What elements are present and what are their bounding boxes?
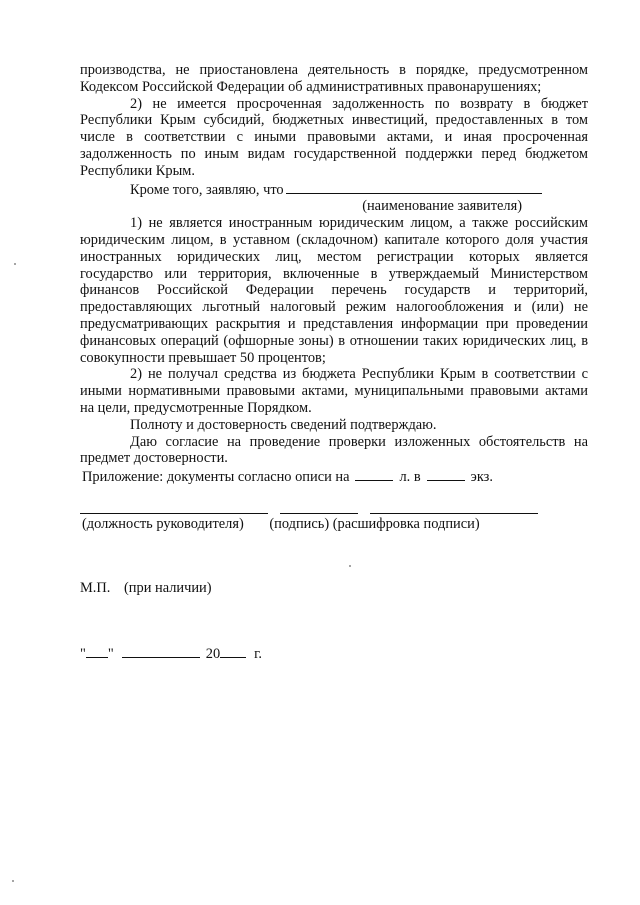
stamp-note: (при наличии) (124, 580, 212, 596)
attachment-prefix: Приложение: документы согласно описи на (82, 469, 350, 486)
applicant-name-blank[interactable] (286, 180, 542, 194)
date-day-blank[interactable] (86, 645, 108, 658)
paragraph-confirmation: Полноту и достоверность сведений подтверждаю. (130, 416, 437, 433)
attachment-suffix: экз. (470, 469, 493, 486)
scan-speck (14, 263, 16, 265)
scan-speck (12, 880, 14, 882)
applicant-name-caption: (наименование заявителя) (362, 198, 522, 215)
signature-caption: (подпись) (расшифровка подписи) (269, 516, 480, 532)
scan-speck (349, 565, 351, 567)
signature-captions (82, 516, 480, 533)
position-caption: (должность руководителя) (82, 516, 244, 532)
date-close-quote: " (107, 646, 114, 662)
attachment-pages-blank[interactable] (355, 467, 393, 481)
stamp-place (80, 580, 212, 597)
signature-lines (80, 513, 540, 515)
date-year-suffix: г. (254, 646, 263, 662)
date-month-blank[interactable] (122, 645, 200, 658)
attachment-copies-blank[interactable] (427, 467, 465, 481)
date-year-blank[interactable] (220, 645, 246, 658)
position-blank[interactable] (80, 513, 268, 514)
paragraph-no-debt: 2) не имеется просроченная задолженность по возврату в бюджет Республики Крым субсидий, бюджетных инвестиций, предоставленных в том числе в соответствии с иными правовыми актами, и иная просроченная задолженность по иным видам государственной поддержки перед бюджетом Республики Крым. (80, 95, 588, 179)
declaration-prefix: Кроме того, заявляю, что (130, 181, 284, 198)
date-open-quote: " (80, 646, 86, 662)
declaration-line (80, 180, 588, 199)
signature-decoding-blank[interactable] (370, 513, 538, 514)
paragraph-consent: Даю согласие на проведение проверки изложенных обстоятельств на предмет достоверности. (80, 433, 588, 467)
document-body (80, 62, 588, 486)
paragraph-no-funds: 2) не получал средства из бюджета Республики Крым в соответствии с иными нормативными правовыми актами, муниципальными правовыми актами на цели, предусмотренные Порядком. (80, 366, 588, 416)
paragraph-not-foreign: 1) не является иностранным юридическим лицом, а также российским юридическим лицом, в уставном (складочном) капитале которого доля участия иностранных юридических лиц, местом регистрации которых является государство или территория, включенные в утверждаемый Министерством финансов Российской Федерации перечень государств и территорий, предоставляющих льготный налоговый режим налогообложения и (или) не предусматривающих раскрытия и представления информации при проведении финансовых операций (офшорные зоны) в отношении таких юридических лиц, в совокупности превышает 50 процентов; (80, 215, 588, 366)
paragraph-continuation: производства, не приостановлена деятельность в порядке, предусмотренном Кодексом Российской Федерации об административных правонарушениях; (80, 62, 588, 95)
attachment-middle: л. в (399, 469, 421, 486)
stamp-label: М.П. (80, 580, 111, 596)
date-line (80, 645, 262, 663)
date-year-prefix: 20 (205, 646, 221, 662)
signature-blank[interactable] (280, 513, 358, 514)
attachment-line (80, 467, 588, 486)
